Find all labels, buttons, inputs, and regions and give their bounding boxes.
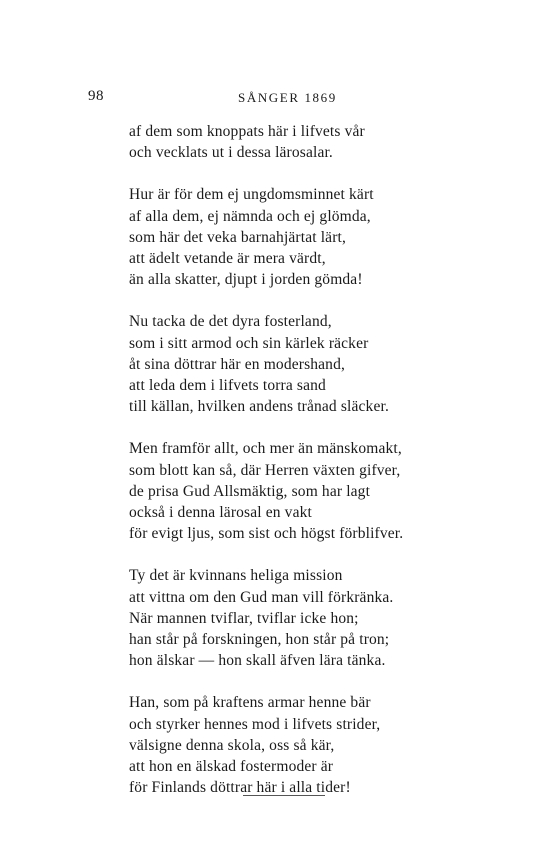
stanza [129,184,459,290]
running-title: SÅNGER 1869 [238,90,337,105]
poem-line: som blott kan så, där Herren växten gifver, [129,461,401,479]
poem-line: också i denna lärosal en vakt [129,504,312,522]
poem-line: hon älskar — hon skall äfven lära tänka. [129,652,386,670]
stanza [129,121,459,163]
poem-line: att leda dem i lifvets torra sand [129,377,326,395]
end-rule [243,795,325,796]
poem-line: att vittna om den Gud man vill förkränka. [129,588,394,606]
poem-line: Han, som på kraftens armar henne bär [129,694,371,712]
poem-line: välsigne denna skola, oss så kär, [129,736,335,754]
poem-line: och vecklats ut i dessa lärosalar. [129,144,333,162]
poem-line: än alla skatter, djupt i jorden gömda! [129,271,363,289]
poem-line: När mannen tviflar, tviflar icke hon; [129,609,359,627]
stanza [129,311,459,417]
poem-line: han står på forskningen, hon står på tron; [129,631,390,649]
poem-line: som i sitt armod och sin kärlek räcker [129,334,369,352]
poem-body [129,121,459,819]
poem-line: de prisa Gud Allsmäktig, som har lagt [129,482,371,500]
poem-line: att ädelt vetande är mera värdt, [129,250,326,268]
poem-line: af dem som knoppats här i lifvets vår [129,123,365,140]
poem-line: att hon en älskad fostermoder är [129,758,334,776]
poem-line: åt sina döttrar här en modershand, [129,355,345,373]
stanza [129,565,459,671]
stanza [129,692,459,798]
poem-line: för Finlands döttrar här i alla tider! [129,779,351,797]
page-number: 98 [88,88,104,104]
poem-line: som här det veka barnahjärtat lärt, [129,228,346,246]
poem-line: af alla dem, ej nämnda och ej glömda, [129,207,371,225]
poem-line: Hur är för dem ej ungdomsminnet kärt [129,186,374,204]
poem-line: Nu tacka de det dyra fosterland, [129,313,332,331]
poem-line: Ty det är kvinnans heliga mission [129,567,343,585]
poem-line: Men framför allt, och mer än mänskomakt, [129,440,402,458]
poem-line: för evigt ljus, som sist och högst förblifver. [129,525,404,543]
poem-line: och styrker hennes mod i lifvets strider, [129,715,381,733]
stanza [129,438,459,544]
poem-line: till källan, hvilken andens trånad släcker. [129,398,389,416]
